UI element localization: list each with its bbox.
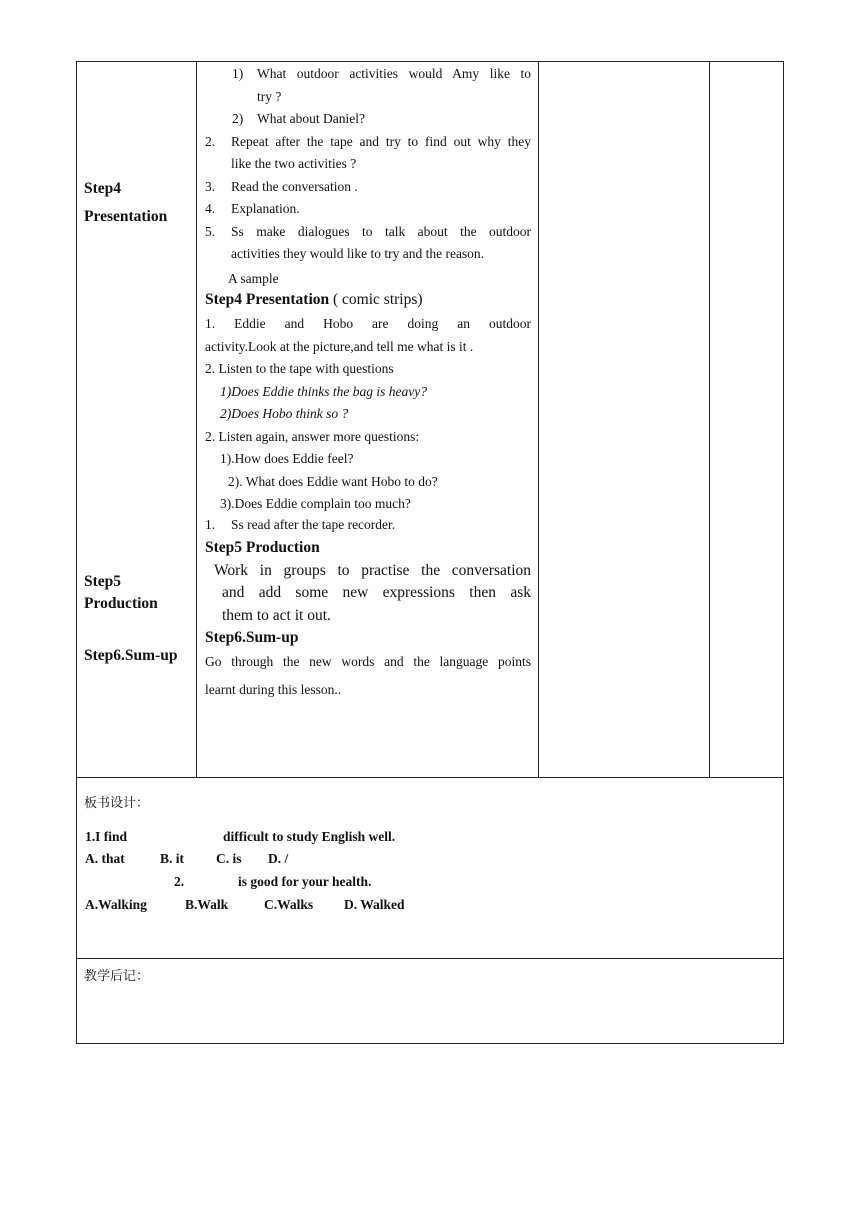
comic-item1: 1. Eddie and Hobo are doing an outdoor xyxy=(205,316,531,331)
row-divider-1 xyxy=(76,777,784,778)
step6-text-cont: learnt during this lesson.. xyxy=(205,682,342,697)
row-divider-2 xyxy=(76,958,784,959)
item5-text-cont: activities they would like to try and the reason. xyxy=(231,246,485,261)
step5-text-cont2: them to act it out. xyxy=(222,607,331,624)
board-q2-number: 2. xyxy=(174,874,185,889)
comic-item2: 2. Listen to the tape with questions xyxy=(205,361,394,376)
step5-text: Work in groups to practise the conversation xyxy=(214,562,531,579)
step5-text-cont1: and add some new expressions then ask xyxy=(222,584,531,601)
comic-item4-text: Ss read after the tape recorder. xyxy=(231,517,396,532)
item3-text: Read the conversation . xyxy=(231,179,358,194)
step5-heading: Step5 Production xyxy=(205,539,320,556)
step4-heading: Step4 Presentation ( comic strips) xyxy=(205,291,423,308)
comic-item3-q2: 2). What does Eddie want Hobo to do? xyxy=(228,474,438,489)
board-q2-option-b: B.Walk xyxy=(185,897,229,912)
sample-label: A sample xyxy=(228,271,279,286)
item5-number: 5. xyxy=(205,224,216,239)
col-divider-3 xyxy=(709,61,710,777)
board-q2-option-a: A.Walking xyxy=(85,897,147,912)
comic-item1-cont: activity.Look at the picture,and tell me what is it . xyxy=(205,339,474,354)
step4-label: Step4 Presentation xyxy=(84,180,168,225)
col-divider-1 xyxy=(196,61,197,777)
board-design-label: 板书设计： xyxy=(84,796,150,811)
step6-text: Go through the new words and the language points xyxy=(205,654,531,669)
board-q1-option-d: D. / xyxy=(268,851,289,866)
q1-text: What outdoor activities would Amy like to xyxy=(257,66,531,81)
board-q2-option-c: C.Walks xyxy=(264,897,314,912)
board-q1-stem-end: difficult to study English well. xyxy=(223,829,396,844)
item3-number: 3. xyxy=(205,179,216,194)
q2-text: What about Daniel? xyxy=(257,111,365,126)
comic-item4-number: 1. xyxy=(205,517,216,532)
q2-number: 2) xyxy=(232,111,244,126)
board-q2-stem: is good for your health. xyxy=(238,874,372,889)
comic-item3-q3: 3).Does Eddie complain too much? xyxy=(220,496,411,511)
comic-item2-q2: 2)Does Hobo think so ? xyxy=(220,406,349,421)
teaching-notes-label: 教学后记： xyxy=(84,969,150,984)
q1-text-cont: try ? xyxy=(257,89,282,104)
q1-number: 1) xyxy=(232,66,244,81)
item5-text: Ss make dialogues to talk about the outdoor xyxy=(231,224,531,239)
item4-text: Explanation. xyxy=(231,201,300,216)
board-q2-option-d: D. Walked xyxy=(344,897,405,912)
comic-item2-q1: 1)Does Eddie thinks the bag is heavy? xyxy=(220,384,427,399)
item2-number: 2. xyxy=(205,134,216,149)
board-q1-stem-start: 1.I find xyxy=(85,829,128,844)
step6-heading: Step6.Sum-up xyxy=(205,629,299,646)
comic-item3-q1: 1).How does Eddie feel? xyxy=(220,451,354,466)
item2-text: Repeat after the tape and try to find out why they xyxy=(231,134,531,149)
step5-label: Step5 Production xyxy=(84,573,158,612)
board-q1-option-a: A. that xyxy=(85,851,125,866)
item4-number: 4. xyxy=(205,201,216,216)
board-q1-option-c: C. is xyxy=(216,851,242,866)
board-q1-option-b: B. it xyxy=(160,851,185,866)
step6-label: Step6.Sum-up xyxy=(84,647,178,664)
item2-text-cont: like the two activities ? xyxy=(231,156,357,171)
comic-item3: 2. Listen again, answer more questions: xyxy=(205,429,420,444)
